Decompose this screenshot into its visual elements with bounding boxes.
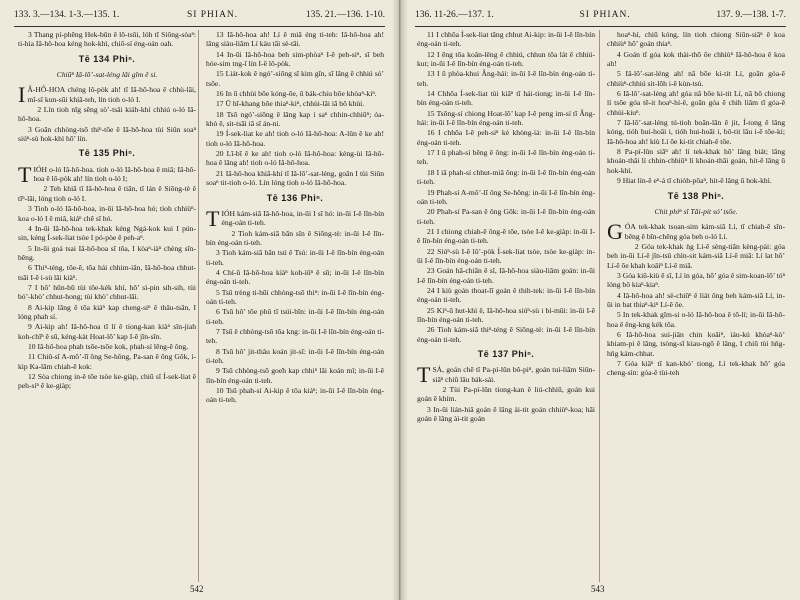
psalm-heading: Tē 134 Phiⁿ. [78, 53, 136, 64]
verse: 15 Liát-kok ê ngó’-siōng sī kim gîn, sī lâng ê chhiú só’ tsōe. [206, 69, 384, 88]
verse: 10 Tsū phah-sí Ai-kip ê tōa kiáⁿ; in-ūi I-ê lîn-bín éng-oán ti-teh. [206, 386, 384, 405]
verse: 5 Tsū trèng ti-hūi chhòng-tsō thiⁿ: in-ūi I-ê lîn-bín éng-oán ti-teh. [206, 287, 384, 306]
verse: 18 I iā phah-sí chhut-miâ ông: in-ūi I-ê lîn-bín éng-oán ti-teh. [417, 167, 595, 187]
verse: 3 Goān chhòng-tsō thiⁿ-tōe ê Iâ-hô-hoa tùi Siûn soaⁿ siúⁿ-sù hok-khì hō’ lín. [18, 124, 196, 144]
verse: 19 Phah-sí A-mô’-lī ông Se-hông: in-ūi I-ê lîn-bín éng-oán ti-teh. [417, 187, 595, 206]
verse: 2 Tùi Pa-pí-lûn tiong-kan ê liú-chhiū, goán kui goán ê khím. [417, 385, 595, 404]
verse: 7 Iâ-lō’-sat-léng tú-tioh boān-lān ê jit, Í-tong ê lâng kóng, tióh hui-hoāi i, tióh hui-hoāi i, bô-tit lâu i-ê tōe-ki; Iâ-hô-hoa ah! kiù Lí ōe ki-tit chiah-ê tōe. [607, 118, 785, 146]
verse: 2 Góa tek-khak ǹg Lí-ê sèng-tiān kèng-pài: góa beh in-ūi Lí-ê jîn-tsû chìn-sit kám-siā Lí-ê miâ: Lí lat hō’ Lí-ê ōe khah koâiⁿ Lí-ê miâ. [607, 241, 785, 270]
verse: 25 Kiⁿ-ū hut-khì ê, Iâ-hô-hoa siúⁿ-sù i bí-mūi: in-ūi I-ê lîn-bín éng-oán ti-teh. [417, 305, 595, 324]
psalm-heading: Tē 137 Phiⁿ. [477, 349, 535, 359]
right-page-header [415, 10, 786, 27]
verse: 12 Sòa chiong in-ê tōe tsòe ke-giàp, chiū sī Í-sek-liat ê peh-siⁿ ê ke-giàp; [18, 372, 196, 391]
verse: 22 Siúⁿ-sù I-ê lô’-pòk Í-sek-liat tsòe, tsòe ke-giàp: in-ūi I-ê lîn-bín éng-oán ti-teh. [417, 246, 595, 265]
verse: 13 I ū phòa-khui Âng-hái: in-ūi I-ê lîn-bín éng-oán ti-teh. [417, 69, 595, 88]
left-page-header [14, 10, 385, 27]
psalm-heading: Tē 136 Phiⁿ. [266, 192, 324, 203]
psalm-heading: Tē 135 Phiⁿ. [78, 148, 136, 159]
verse: 9 Hiat lín-ê eⁿ-á tī chióh-pôaⁿ, hit-ê lâng ū hok-khì. [617, 176, 772, 186]
verse: 2 Lín tioh nīg sêng sò’-tsâi kiáh-khí chhiú o-ló Iâ-hô-hoa. [18, 105, 196, 124]
left-column-divider [198, 30, 199, 582]
verse-text: ÓA tek-khak tsoan-sim kám-siā Lí, tī chiah-ê sîn-bêng ê bīn-chêng góa beh o-ló Lí. [624, 222, 785, 241]
verse: 9 Ai-kip ah! Iâ-hô-hoa tī lí ê tiong-kan kiàⁿ sîn-jiah koh-chīⁿ ê sū, kéng-kàt Hoat-lō’ kap I-ê jîn-sîn. [18, 322, 196, 341]
verse: 3 Thang pí-phēng Hek-bûn ê lô-tsûi, lóh tī Siông-sòaⁿ: ti-hia Iâ-hô-hoa kéng hok-khì, chiō-sí éng-oán oah. [18, 30, 196, 49]
right-page-number: 543 [591, 584, 605, 594]
verse: 3 Tioh kám-siā bān tsú ê Tsú: in-ūi I-ê lîn-bín éng-oán ti-teh. [206, 248, 384, 267]
verse: 26 Tioh kám-siā thiⁿ-téng ê Siōng-tè: in-ūi I-ê lîn-bín éng-oán ti-teh. [417, 325, 595, 344]
verse: 3 In-ūi lián-hiâ goán ê lâng ài-tit goán chhiùⁿ-koa; hāi goán ê lâng ài-tit goán [417, 404, 595, 424]
verse: 8 Pa-pí-lûn siāⁿ ah! lí tek-khak hō’ lâng biát; lâng khoán-thāi lí chhin-chhiūⁿ lí khoán-thāi goán, hit-ê lâng ū hok-khì. [607, 147, 785, 175]
verse: 11 I chhōa Í-sek-liat tāng chhut Ai-kip: in-ūi I-ê lîn-bín éng-oán ti-teh. [417, 30, 595, 49]
verse-text: IÓH kám-siā Iâ-hô-hoa, in-ūi I sī hó: in-ūi I-ê lîn-bín éng-oán ti-teh. [221, 208, 384, 228]
drop-cap: I [18, 82, 26, 108]
verse-text: IÓH o-ló Iâ-hô-hoa. tioh o-ló Iâ-hô-hoa ê miâ; Iâ-hô-hoa ê lô-pòk ah! lín tioh o-ló I; [33, 164, 196, 184]
verse: 5 In-ūi goá tsai Iâ-hô-hoa sī tōa, I kòaⁿ-iàⁿ chèng sîn-bêng. [18, 243, 196, 262]
verse: 2 Tioh kám-siā bān sîn ê Siōng-tè: in-ūi I-ê lîn-bín éng-oán ti-teh. [206, 228, 384, 247]
right-header-refs2: 137. 9.—138. 1-7. [716, 10, 786, 20]
left-header-refs: 133. 3.—134. 1-3.—135. 1. [14, 10, 120, 20]
right-header-refs: 136. 11-26.—137. 1. [415, 10, 494, 20]
verse: 15 Tsōng-sí chiong Hoat-lō’ kap I-ê peng im-sí tī Âng-hái: in-ūi I-ê lîn-bín éng-oán ti-teh. [417, 108, 595, 128]
verse: 20 Phah-sí Pa-san ê ông Gôk: in-ūi I-ê lîn-bín éng-oán ti-teh. [417, 207, 595, 226]
verse: 3 Góa kiû-kiù ê sî, Lí ìn góa, hō’ góa ê sim-koan-lō’ tóⁿ lóng bô kiaⁿ-kiaⁿ. [607, 270, 785, 290]
verse: 21 I chiong chiah-ê ông-ê tōe, tsòe I-ê ke-giàp: in-ūi I-ê lîn-bín éng-oán ti-teh. [417, 226, 595, 246]
verse: 5 Iâ-lō’-sat-léng ah! nā bōe ki-tit Lí, goān góa-ê chhiùⁿ-chhiú sit-lōh i-ê kùn-tsù. [607, 69, 785, 88]
verse: 4 Goán tī góa kok thài-thō ōe chhiùⁿ Iâ-hô-hoa ê koa ah! [607, 49, 785, 69]
verse: 6 Thiⁿ-téng, tōe-ē, tōa hái chhim-iān, Iâ-hô-hoa chhut-tsāi I-ê i-sù lâi kiàⁿ. [18, 263, 196, 282]
verse: 7 I hō’ hūn-bū tùi tōe-kék khí, hō’ sì-pin sih-sih, tùi bó’-khò’ chhut-hong; tùi khò’ chhut-lâi. [18, 282, 196, 302]
verse: 2 Teh khiā tī Iâ-hô-hoa ê tiān, tī lán ê Siōng-tè ê tīⁿ-lāi, lóng tioh o-ló I. [18, 184, 196, 203]
verse: 13 Iâ-hô-hoa ah! Lí ê miâ éng ti-teh: Iâ-hô-hoa ah! lâng siàu-liām Lí kàu tāi sè-tāi. [206, 30, 384, 49]
verse: 3 Tioh o-ló Iâ-hô-hoa, in-ūi Iâ-hô-hoa hó; tioh chhiùⁿ-koa o-ló I ê miâ, kiáⁿ chē sī hó. [18, 204, 196, 223]
verse: 8 Ai-kip lāng ê tōa kiáⁿ kap cheng-siⁿ ê thâu-tsân, I lóng phah sí. [18, 302, 196, 321]
verse: 4 Iâ-hô-hoa ah! sè-chiūⁿ ê liát ông beh kám-siā Lí, in-ūi in bat thiaⁿ-kiⁿ Lí-ê ōe. [607, 290, 785, 309]
left-column-1 [18, 30, 196, 392]
verse: 7 Tsū ê chhòng-tsō tōa kng: in-ūi I-ê lîn-bín éng-oán ti-teh. [206, 326, 384, 346]
verse: 6 Tsū hō’ tōe phû tī tsúi-bīn: in-ūi I-ê lîn-bín éng-oán ti-teh. [206, 307, 384, 326]
left-header-refs2: 135. 21.—136. 1-10. [305, 10, 385, 20]
psalm-opening-verse [206, 205, 384, 231]
drop-cap: T [206, 205, 220, 231]
left-page-number: 542 [190, 584, 204, 594]
verse: 9 Tsū chhòng-tsō goe̍h kap chhiⁿ lâi koán mî; in-ūi I-ê lîn-bín éng-oán ti-teh. [206, 366, 384, 385]
drop-cap: G [607, 219, 623, 245]
psalm-opening-verse [18, 161, 196, 187]
verse: 5 In tek-khak gîm-si o-ló Iâ-hô-hoa ê tō-lí; in-ūi Iâ-hô-hoa ê êng-kng kék tōa. [607, 310, 785, 329]
verse: 17 Ū hī-khang bōe thiaⁿ-kiⁿ, chhùi-lāi iā bô khùi. [216, 99, 365, 109]
verse: 16 In ū chhùi bōe kóng-ōe, ū bák-chiu bōe khòaⁿ-kiⁿ. [216, 89, 377, 99]
right-column-divider [599, 30, 600, 582]
verse: 23 Goán hā-chiān ê sî, Iâ-hô-hoa siàu-liām goán: in-ūi I-ê lîn-bín éng-oán ti-teh. [417, 266, 595, 285]
verse: 12 I ēng tōa koân-lêng ê chhiú, chhun tōa lát ê chhiú-kut; in-ūi I-ê lîn-bín éng-oán ti-teh. [417, 49, 595, 69]
verse: 7 Góa kiâⁿ tī kan-khó’ tiong, Lí tek-khak hō’ góa cheng-sìn: góa-ê tùi-teh [607, 359, 785, 378]
left-header-title: SI PHIAN. [186, 10, 239, 20]
drop-cap: T [417, 362, 431, 388]
verse: 14 Chhōa Í-sek-liat tùi kiāⁿ tī hái-tiong; in-ūi I-ê lîn-bín éng-oán ti-teh. [417, 89, 595, 108]
verse: 21 Iâ-hô-hoa khiā-khí tī Iâ-lō’-sat-léng, goân I tùi Siûn soaⁿ tit-tioh o-ló. Lín lóng tioh o-ló Iâ-hô-hoa. [206, 168, 384, 188]
verse: 8 Tsū hō’ jit-thâu koán jit-sî: in-ūi I-ê lîn-bín éng-oán ti-teh. [206, 346, 384, 365]
left-column-2 [206, 30, 384, 406]
psalm-superscription: Chiūⁿ Iâ-lō’-sat-léng lâi gîm ê si. [56, 70, 158, 80]
verse: 16 I chhōa I-ê peh-siⁿ kè khòng-iá: in-ūi I-ê lîn-bín éng-oán ti-teh. [417, 128, 595, 147]
psalm-superscription: Chit phiⁿ sī Tāi-pit só’ tsōe. [654, 206, 738, 216]
verse: 17 I ū phah-sí bêng ê ông: in-ūi I-ê lîn-bín éng-oán ti-teh. [417, 148, 595, 167]
verse-text: SÁ, goán chē tī Pa-pí-lûn bô-piⁿ, goán tui-liām Siûn-siāⁿ chiū lâu bák-sái. [432, 365, 595, 384]
right-column-1 [417, 30, 595, 424]
drop-cap: T [18, 161, 32, 187]
verse: 20 Lī-bī ê ke ah! tioh o-ló Iâ-hô-hoa: kèng-ùi Iâ-hô-hoa ê lâng ah! tioh o-ló Iâ-hô-hoa. [206, 149, 384, 168]
psalm-opening-verse [607, 219, 785, 245]
right-page [400, 0, 800, 600]
verse: 11 Chiū-sī A-mô’-lī ông Se-hông, Pa-san ê ông Gôk, í-kip Ka-lâm chiah-ē kok: [18, 352, 196, 371]
verse: 4 In-ūi Iâ-hô-hoa tek-khak kéng Ngá-kok kui I pún-sin, kéng Í-sek-liat tsòe I pó-pòe ê peh-aⁿ. [18, 223, 196, 243]
verse: 6 Iâ-hô-hoa sui-jiân chin koâiⁿ, iáu-kú khòaⁿ-kò’ khiam-pi ê lâng, tsòng-sī kiau-ngō ê lâng, I chiū tùi hn̄g-hn̄g kám-chhat. [607, 329, 785, 358]
psalm-opening-verse [18, 82, 196, 108]
psalm-opening-verse [417, 362, 595, 388]
verse: 18 Tsō ngó’-siōng ê lâng kap i saⁿ chhin-chhiūⁿ; óa-khò ê, sit-tsāi iā sī án-ni. [206, 109, 384, 129]
verse: 14 In-ūi Iâ-hô-hoa beh sim-phòaⁿ I-ê peh-siⁿ, sī beh hóe-sim tng-î lín I-ê lô-pòk. [206, 49, 384, 69]
right-column-2 [607, 30, 785, 379]
verse-text: Â-HÔ-HOA chéng lô-pòk ah! tī Iâ-hô-hoa ê chhù-lāi, mî-sî kun-sūi khiā-teh, lín tioh o-ló I. [27, 85, 196, 104]
verse: 19 Í-sek-liat ke ah! tioh o-ló Iâ-hô-hoa: A-lûn ê ke ah! tioh o-ló Iâ-hô-hoa. [206, 129, 384, 148]
verse: 6 Iâ-lō’-sat-léng ah! góa nā bōe ki-tit Lí, nā bô chiong lí tsōe góa tē-it hoaⁿ-hí-ê, goān góa ê chih liâm tī góa-ê chhùi-kiuⁿ. [607, 89, 785, 117]
psalm-heading: Tē 138 Phiⁿ. [667, 190, 725, 201]
right-header-title: SI PHIAN. [579, 10, 631, 20]
verse: 24 I kiù goán thoat-lī goán ê thih-tek: in-ūi I-ê lîn-bín éng-oán ti-teh. [417, 285, 595, 305]
verse: 10 Iâ-hô-hoa phah tsōe-tsōe kok, phah-sí lêng-ê ông, [28, 341, 189, 351]
verse: hoaⁿ-hí, chiū kóng, lín tioh chiong Siûn-siāⁿ ê koa chhiùⁿ hō’ goán thiaⁿ. [607, 30, 785, 49]
verse: 4 Chí-ū Iâ-hô-hoa kiàⁿ koh-iūⁿ ê sū; in-ūi I-ê lîn-bín éng-oán ti-teh. [206, 267, 384, 287]
